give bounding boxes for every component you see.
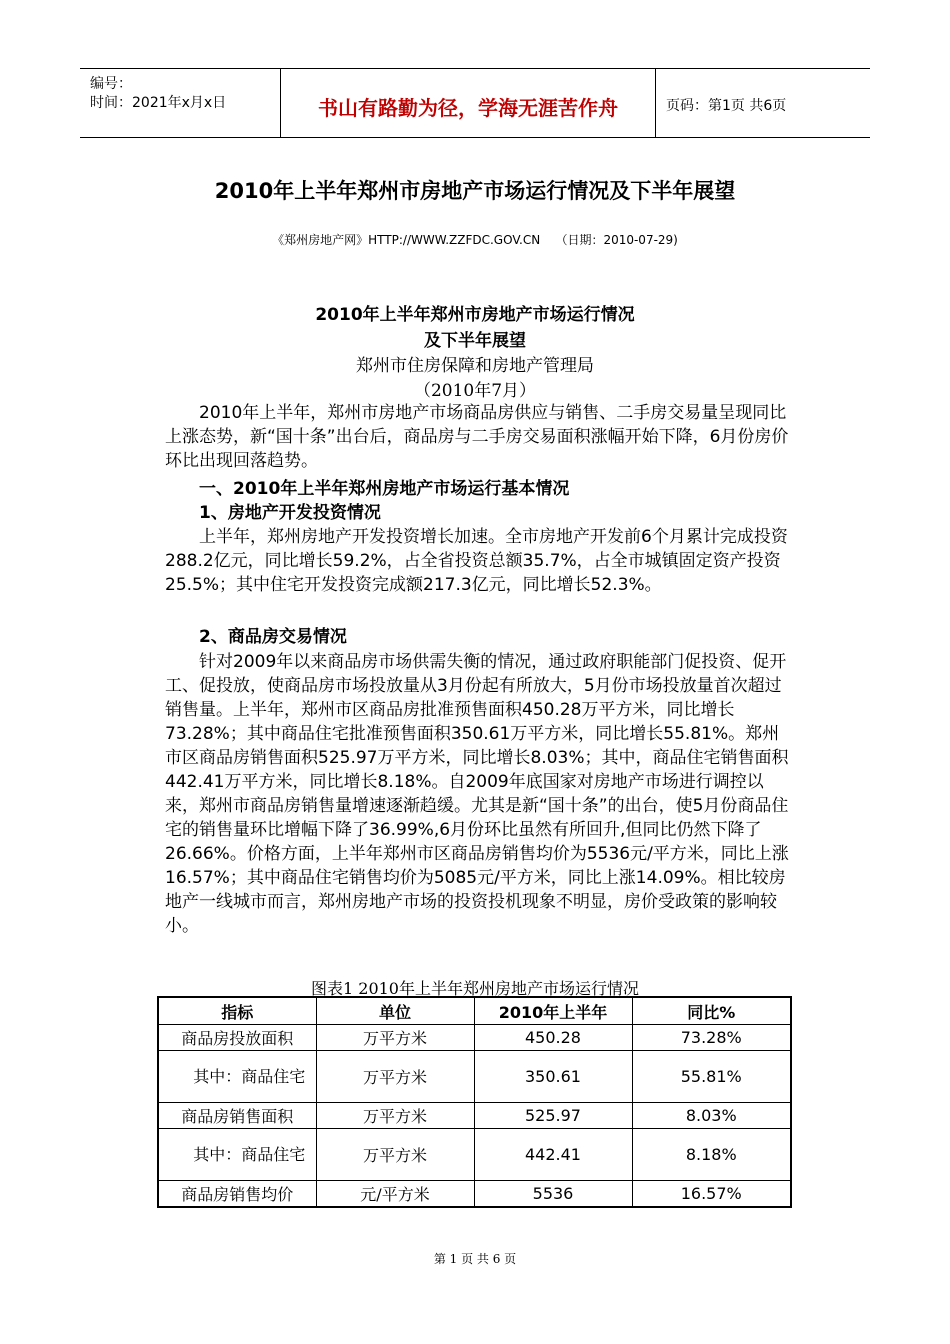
table-cell-yoy: 8.03% — [632, 1103, 791, 1129]
table-row — [158, 1129, 791, 1181]
document-title: 2010年上半年郑州市房地产市场运行情况及下半年展望 — [214, 179, 736, 203]
header-page-cell — [656, 69, 870, 137]
subsection1-paragraph: 上半年，郑州房地产开发投资增长加速。全市房地产开发前6个月累计完成投资288.2亿元，同比增长59.2%，占全省投资总额35.7%，占全市城镇固定资产投资25.5%；其中住宅开发投资完成额217.3亿元，同比增长52.3%。 — [165, 527, 788, 595]
table-cell-yoy: 55.81% — [632, 1051, 791, 1103]
table-cell-unit: 万平方米 — [316, 1051, 474, 1103]
table-cell-indicator: 商品房投放面积 — [158, 1025, 316, 1051]
subsection1-heading: 1、房地产开发投资情况 — [199, 503, 381, 523]
table-cell-indicator: 其中：商品住宅 — [158, 1129, 316, 1181]
table-cell-indicator: 商品房销售面积 — [158, 1103, 316, 1129]
subsection2-paragraph: 针对2009年以来商品房市场供需失衡的情况，通过政府职能部门促投资、促开工、促投放，使商品房市场投放量从3月份起有所放大，5月份市场投放量首次超过销售量。上半年，郑州市区商品房批准预售面积450.28万平方米，同比增长73.28%；其中商品住宅批准预售面积350.61万平方米，同比增长55.81%。郑州市区商品房销售面积525.97万平方米，同比增长8.03%；其中，商品住宅销售面积442.41万平方米，同比增长8.18%。自2009年底国家对房地产市场进行调控以来，郑州市商品房销售量增速逐渐趋缓。尤其是新“国十条”的出台，使5月份商品住宅的销售量环比增幅下降了36.99%,6月份环比虽然有所回升,但同比仍然下降了26.66%。价格方面，上半年郑州市区商品房销售均价为5536元/平方米，同比上涨16.57%；其中商品住宅销售均价为5085元/平方米，同比上涨14.09%。相比较房地产一线城市而言，郑州房地产市场的投资投机现象不明显，房价受政策的影响较小。 — [165, 652, 789, 936]
table-cell-value: 5536 — [474, 1181, 632, 1207]
table-row — [158, 1103, 791, 1129]
header-motto-cell — [281, 69, 656, 137]
table-caption: 图表1 2010年上半年郑州房地产市场运行情况 — [311, 979, 639, 998]
table-cell-unit: 万平方米 — [316, 1103, 474, 1129]
report-org: 郑州市住房保障和房地产管理局 — [356, 356, 594, 376]
table-cell-yoy: 73.28% — [632, 1025, 791, 1051]
report-title-line1: 2010年上半年郑州市房地产市场运行情况 — [315, 305, 635, 325]
subsection2-heading: 2、商品房交易情况 — [199, 627, 347, 647]
time-label: 时间：2021年x月x日 — [90, 95, 227, 111]
table-header-row — [158, 997, 791, 1025]
table-header-cell: 2010年上半年 — [474, 997, 632, 1025]
table-cell-yoy: 16.57% — [632, 1181, 791, 1207]
table-row — [158, 1051, 791, 1103]
table-cell-value: 350.61 — [474, 1051, 632, 1103]
table-row — [158, 1025, 791, 1051]
table-header-cell: 指标 — [158, 997, 316, 1025]
page-header — [80, 68, 870, 138]
table-cell-unit: 万平方米 — [316, 1129, 474, 1181]
table-cell-indicator: 其中：商品住宅 — [158, 1051, 316, 1103]
table-header-cell: 同比% — [632, 997, 791, 1025]
table-cell-unit: 万平方米 — [316, 1025, 474, 1051]
header-meta-cell — [80, 69, 281, 137]
page-footer: 第 1 页 共 6 页 — [433, 1252, 517, 1266]
table-row — [158, 1181, 791, 1207]
table-cell-value: 525.97 — [474, 1103, 632, 1129]
table-cell-value: 442.41 — [474, 1129, 632, 1181]
table-cell-unit: 元/平方米 — [316, 1181, 474, 1207]
table-cell-yoy: 8.18% — [632, 1129, 791, 1181]
source-date: （日期：2010-07-29) — [555, 233, 678, 247]
source-line — [0, 231, 950, 248]
report-title-line2: 及下半年展望 — [424, 331, 526, 351]
number-label: 编号： — [90, 76, 132, 92]
source-url[interactable]: HTTP://WWW.ZZFDC.GOV.CN — [368, 233, 541, 247]
section1-heading: 一、2010年上半年郑州房地产市场运行基本情况 — [199, 479, 570, 499]
market-table — [157, 996, 792, 1208]
table-cell-value: 450.28 — [474, 1025, 632, 1051]
motto-text: 书山有路勤为径，学海无涯苦作舟 — [318, 96, 618, 120]
table-cell-indicator: 商品房销售均价 — [158, 1181, 316, 1207]
intro-paragraph: 2010年上半年，郑州市房地产市场商品房供应与销售、二手房交易量呈现同比上涨态势，新“国十条”出台后，商品房与二手房交易面积涨幅开始下降，6月份房价环比出现回落趋势。 — [165, 403, 789, 471]
page-info: 页码：第1页 共6页 — [666, 98, 787, 114]
report-date: （2010年7月） — [413, 381, 537, 401]
table-header-cell: 单位 — [316, 997, 474, 1025]
source-site: 《郑州房地产网》 — [272, 233, 369, 247]
